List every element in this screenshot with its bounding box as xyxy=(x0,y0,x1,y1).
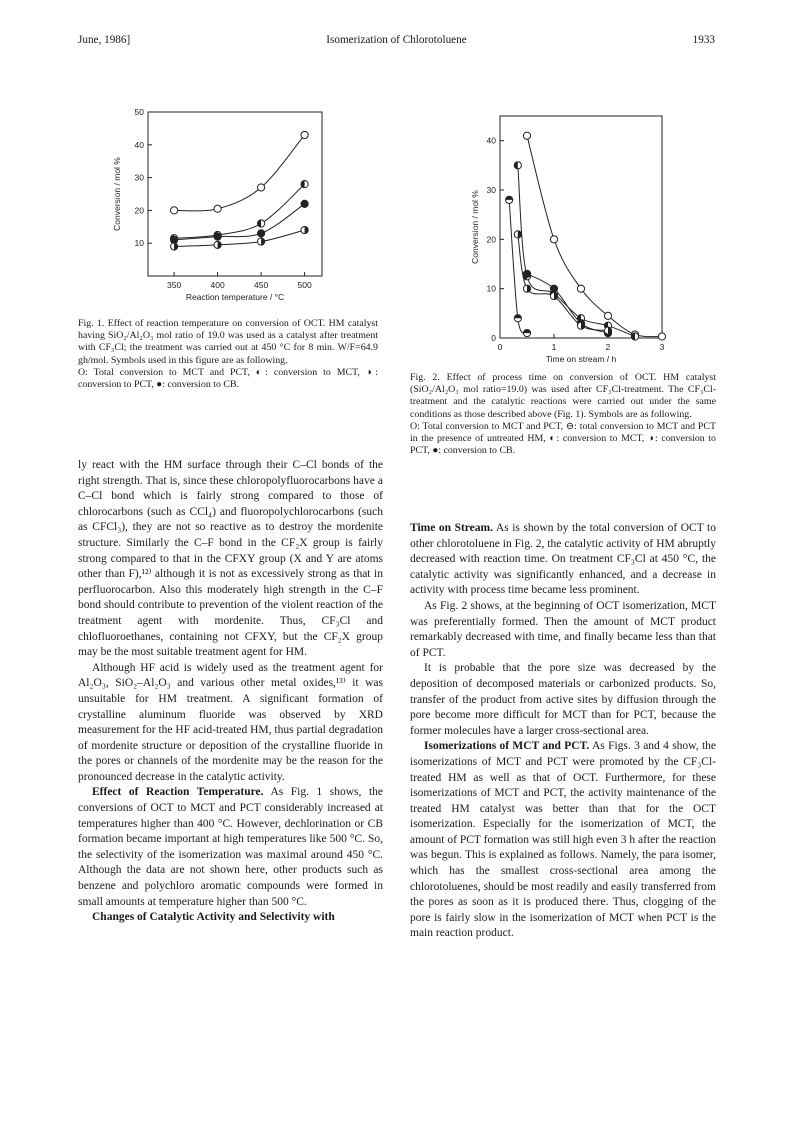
running-header-title: Isomerization of Chlorotoluene xyxy=(326,34,467,46)
section-head-time-on-stream: Time on Stream. xyxy=(410,522,493,534)
data-point xyxy=(506,196,513,203)
data-point xyxy=(658,333,665,340)
fig2-caption: Fig. 2. Effect of process time on conversion of OCT. HM catalyst (SiO₂/Al₂O₃ mol ratio=19.0) was used after CF₃Cl-treatment. The CF₃Cl-treatment and the catalytic reactions were carried out under the same conditions as those described above (Fig. 1). Symbols are as following. xyxy=(410,372,716,420)
right-paragraph-4-text: As Figs. 3 and 4 show, the isomerizations of MCT and PCT were promoted by the CF₃Cl-treated HM as well as that of OCT. Furthermore, for these isomerizations of MCT and PCT, the activity maintenance of the treated HM catalyst was better than that for the OCT isomerization. Especially for the isomerization of MCT, the amount of PCT formation was still high even 3 h after the reaction was begun. This is explained as follows. Namely, the para isomer, which has the smallest cross-sectional area among the chlorotoluenes, should be most readily and easily transferred from the pores as soon as it is produced there. Thus, clogging of the pore is fairly slow in the isomerization of MCT when PCT is the main reaction product. xyxy=(410,740,716,940)
y-tick-label: 50 xyxy=(134,107,144,117)
data-point xyxy=(301,226,308,233)
fig1-chart xyxy=(100,100,340,310)
y-axis-label: Conversion / mol % xyxy=(470,190,480,264)
data-point xyxy=(514,162,521,169)
fig2-caption-block xyxy=(410,372,716,457)
y-tick-label: 0 xyxy=(491,333,496,343)
x-tick-label: 500 xyxy=(297,280,312,290)
right-paragraph-3: It is probable that the pore size was decreased by the deposition of decomposed materials or carbonized products. So, transfer of the product from active sites by diffusion through the pore become more difficult for MCT than for PCT, because the former molecules have a larger cross-sectional area. xyxy=(410,662,716,737)
right-column-text xyxy=(410,521,716,942)
left-column-text xyxy=(78,458,383,926)
series-line xyxy=(527,136,662,337)
data-point xyxy=(301,131,308,138)
fig2-chart xyxy=(466,108,676,370)
data-point xyxy=(550,236,557,243)
data-point xyxy=(258,230,265,237)
y-tick-label: 40 xyxy=(486,135,496,146)
x-tick-label: 400 xyxy=(210,280,225,290)
fig1-symbols: O: Total conversion to MCT and PCT, ◐: conversion to MCT, ◑: conversion to PCT, ●: conversion to CB. xyxy=(78,366,378,391)
y-tick-label: 30 xyxy=(486,185,496,195)
data-point xyxy=(550,285,557,292)
right-paragraph-4 xyxy=(410,739,716,942)
plot-frame xyxy=(148,112,322,276)
series-line xyxy=(518,165,635,336)
section-head-changes: Changes of Catalytic Activity and Selectivity with xyxy=(92,911,335,924)
y-tick-label: 20 xyxy=(134,205,144,216)
data-point xyxy=(258,238,265,245)
data-point xyxy=(523,132,530,139)
data-point xyxy=(171,207,178,214)
plot-frame xyxy=(500,116,662,338)
running-header-date: June, 1986] xyxy=(78,34,131,46)
x-tick-label: 1 xyxy=(551,342,557,352)
y-tick-label: 10 xyxy=(486,283,496,294)
right-paragraph-1-text: As is shown by the total conversion of OCT to other chlorotoluene in Fig. 2, the catalytic activity of HM abruptly decreased with reaction time. On treatment CF₃Cl at 450 °C, the catalytic activity was significantly enhanced, and a decrease in activity with process time became less prominent. xyxy=(410,522,716,597)
data-point xyxy=(258,184,265,191)
data-point xyxy=(301,200,308,207)
data-point xyxy=(171,243,178,250)
series-line xyxy=(527,274,608,333)
y-tick-label: 40 xyxy=(134,139,144,150)
data-point xyxy=(604,327,611,334)
series-line xyxy=(509,200,527,333)
fig1-caption-block xyxy=(78,318,378,391)
x-tick-label: 0 xyxy=(497,342,503,352)
x-tick-label: 450 xyxy=(254,280,269,290)
data-point xyxy=(214,233,221,240)
data-point xyxy=(550,292,557,299)
data-point xyxy=(577,322,584,329)
right-paragraph-2: As Fig. 2 shows, at the beginning of OCT isomerization, MCT was preferentially formed. Then the amount of MCT product remarkably decreased with time, and finally became less than that of PCT. xyxy=(410,599,716,659)
y-tick-label: 20 xyxy=(486,234,496,245)
left-paragraph-3-text: As Fig. 1 shows, the conversions of OCT to MCT and PCT considerably increased at temperatures higher than 400 °C. However, dechlorination or CB formation became important at high temperatures like 500 °C. So, the selectivity of the isomerization was maximal around 450 °C. Although the data are not shown here, other products such as benzene and polychloro aromatic compounds were formed in small amounts at temperature higher than 500 °C. xyxy=(78,786,383,908)
series-line xyxy=(174,135,305,211)
left-paragraph-1: ly react with the HM surface through their C–Cl bonds of the right strength. That is, since these chloropolyfluorocarbons have a C–Cl bond which is fairly strong compared to those of chlorocarbons (such as CCl₄) and fluoropolychlorocarbons (such as CFCl₃), they are not so reactive as to destroy the mordenite structure. Similarly the C–F bond in the CF₂X group is fairly strong compared to that in the CFXY group (X and Y are atoms other than F),¹²⁾ although it is not as excessively strong as that in perfluorocarbon. Also this moderately high strength in the C–F bond should contribute to prevention of the violent reaction of the treatment agent with mordenite. Thus, CF₃Cl and chlofluoroethanes, containing not CFXY, but the CF₂X group may be the most suitable treatment agent for HM. xyxy=(78,459,383,659)
right-paragraph-1 xyxy=(410,521,716,599)
data-point xyxy=(301,181,308,188)
data-point xyxy=(631,333,638,340)
y-axis-label: Conversion / mol % xyxy=(112,157,122,231)
series-line xyxy=(518,234,608,330)
data-point xyxy=(604,312,611,319)
x-axis-label: Time on stream / h xyxy=(545,354,617,364)
left-paragraph-4 xyxy=(78,910,383,926)
data-point xyxy=(523,270,530,277)
data-point xyxy=(214,241,221,248)
data-point xyxy=(514,315,521,322)
fig1-caption: Fig. 1. Effect of reaction temperature on conversion of OCT. HM catalyst having SiO₂/Al₂O₃ mol ratio of 19.0 was used as a catalyst after treatment with CF₃Cl; the treatment was carried out at 450 °C for 8 min. W/F=64.9 gh/mol. Symbols used in this figure are as following. xyxy=(78,318,378,366)
data-point xyxy=(523,329,530,336)
x-axis-label: Reaction temperature / °C xyxy=(185,292,285,302)
fig2-symbols: O: Total conversion to MCT and PCT, ⊖: total conversion to MCT and PCT in the presence of untreated HM, ◐: conversion to MCT, ◑: conversion to PCT, ●: conversion to CB. xyxy=(410,420,716,457)
x-tick-label: 350 xyxy=(167,280,182,290)
left-paragraph-3 xyxy=(78,785,383,910)
x-tick-label: 2 xyxy=(605,342,611,352)
data-point xyxy=(577,285,584,292)
section-head-isomerizations: Isomerizations of MCT and PCT. xyxy=(424,740,590,753)
y-tick-label: 30 xyxy=(134,172,144,183)
series-line xyxy=(174,204,305,240)
left-paragraph-2: Although HF acid is widely used as the treatment agent for Al₂O₃, SiO₂–Al₂O₃ and various other metal oxides,¹³⁾ it was unsuitable for HM treatment. A significant formation of crystalline aluminum fluoride was observed by XRD measurement for the HF acid-treated HM, thus partial degradation of mordenite structure or deposition of the crystalline fluoride in the pores or channels of the mordenite may be the reason for the pronounced decrease in the catalytic activity. xyxy=(78,661,383,783)
section-head-temperature: Effect of Reaction Temperature. xyxy=(92,786,264,799)
y-tick-label: 10 xyxy=(134,238,144,249)
data-point xyxy=(523,285,530,292)
data-point xyxy=(514,231,521,238)
data-point xyxy=(214,205,221,212)
data-point xyxy=(258,220,265,227)
page-number: 1933 xyxy=(692,34,715,46)
x-tick-label: 3 xyxy=(659,342,665,352)
